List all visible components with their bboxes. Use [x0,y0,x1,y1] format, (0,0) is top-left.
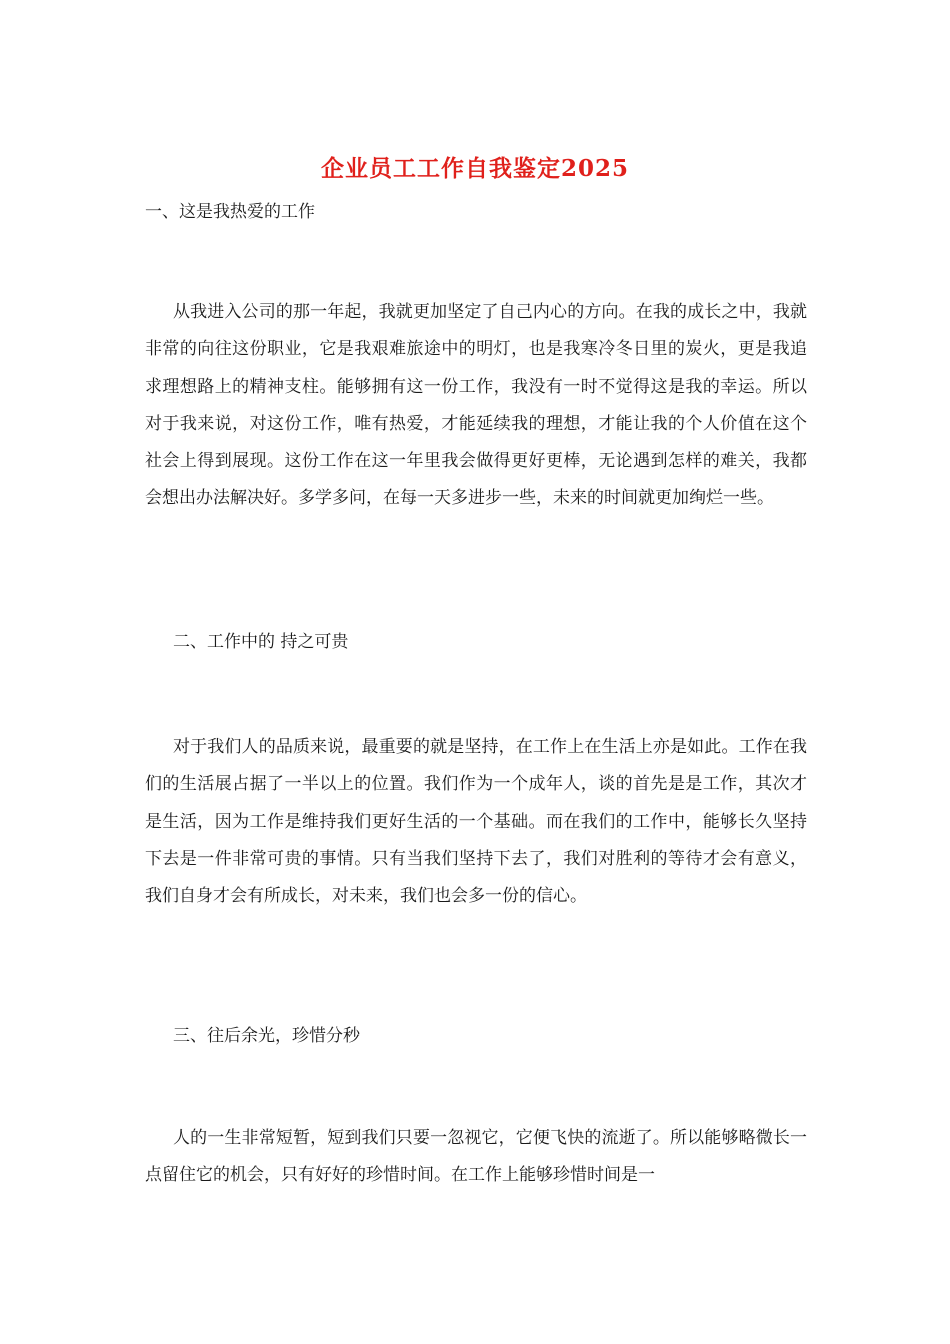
section-heading-2: 二、工作中的 持之可贵 [173,632,349,652]
section-paragraph-3: 人的一生非常短暂，短到我们只要一忽视它，它便飞快的流逝了。所以能够略微长一点留住它的机会，只有好好的珍惜时间。在工作上能够珍惜时间是一 [145,1128,807,1186]
document-title: 企业员工工作自我鉴定2025 [320,155,629,182]
section-heading-1: 一、这是我热爱的工作 [145,202,315,222]
section-paragraph-1: 从我进入公司的那一年起，我就更加坚定了自己内心的方向。在我的成长之中，我就非常的向往这份职业，它是我艰难旅途中的明灯，也是我寒冷冬日里的炭火，更是我追求理想路上的精神支柱。能够拥有这一份工作，我没有一时不觉得这是我的幸运。所以对于我来说，对这份工作，唯有热爱，才能延续我的理想，才能让我的个人价值在这个社会上得到展现。这份工作在这一年里我会做得更好更棒，无论遇到怎样的难关，我都会想出办法解决好。多学多问，在每一天多进步一些，未来的时间就更加绚烂一些。 [145,302,807,509]
section-heading-3: 三、往后余光，珍惜分秒 [173,1026,360,1046]
section-paragraph-2: 对于我们人的品质来说，最重要的就是坚持，在工作上在生活上亦是如此。工作在我们的生活展占据了一半以上的位置。我们作为一个成年人，谈的首先是是工作，其次才是生活，因为工作是维持我们更好生活的一个基础。而在我们的工作中，能够长久坚持下去是一件非常可贵的事情。只有当我们坚持下去了，我们对胜利的等待才会有意义，我们自身才会有所成长，对未来，我们也会多一份的信心。 [145,737,807,907]
